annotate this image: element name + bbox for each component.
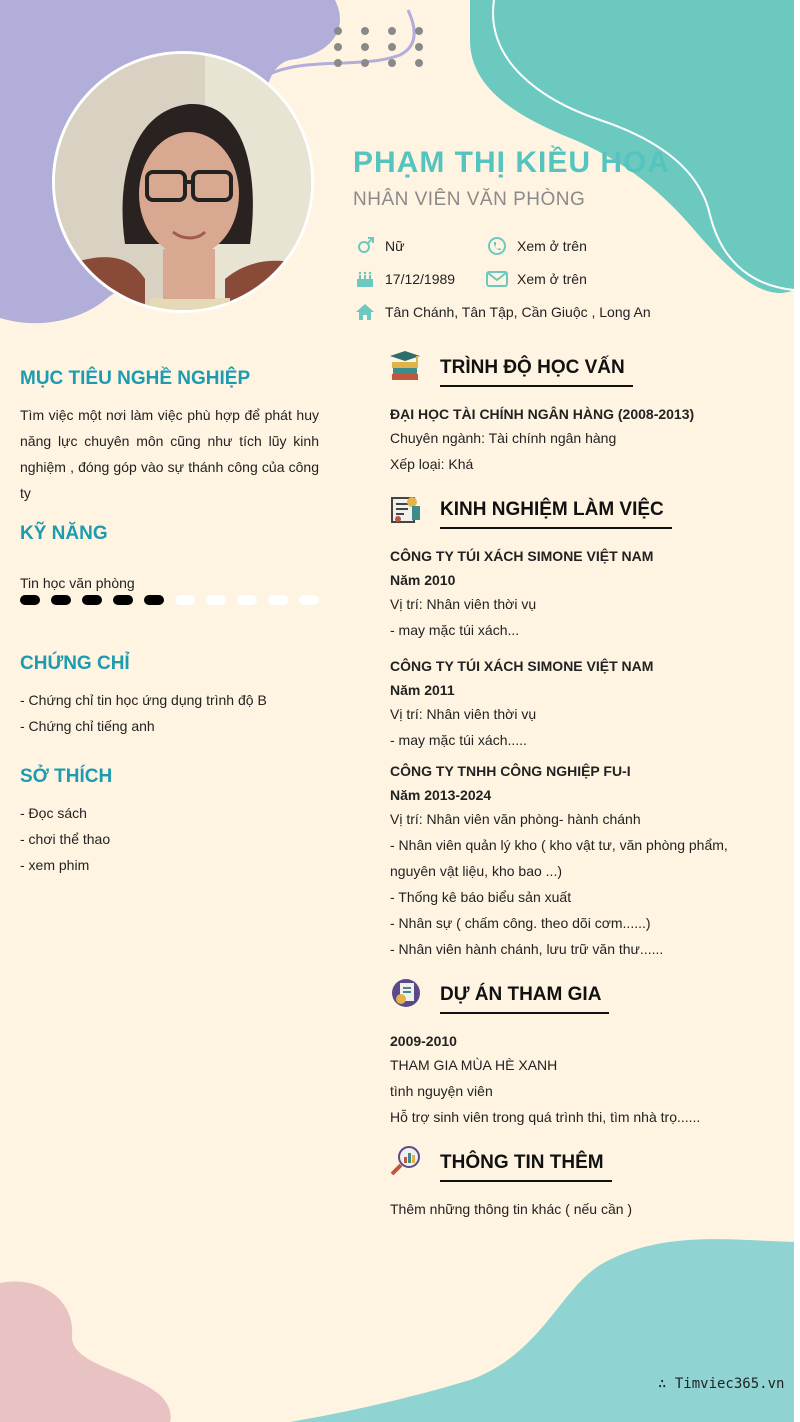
skill-level-dot <box>113 595 133 605</box>
profile-photo <box>52 51 314 313</box>
certificate-item: - Chứng chỉ tin học ứng dụng trình độ B <box>20 692 267 708</box>
email-info <box>486 269 587 289</box>
project-period: 2009-2010 <box>390 1033 457 1049</box>
job-company: CÔNG TY TÚI XÁCH SIMONE VIỆT NAM <box>390 548 654 564</box>
project-name: THAM GIA MÙA HÈ XANH <box>390 1057 558 1073</box>
candidate-position: NHÂN VIÊN VĂN PHÒNG <box>353 189 586 210</box>
skill-level-dot <box>82 595 102 605</box>
home-icon <box>354 302 376 322</box>
birthday-icon <box>354 269 376 289</box>
gender-info <box>354 236 404 256</box>
job-detail: - Nhân sự ( chấm công. theo dõi cơm......) <box>390 915 651 931</box>
skill-level-dot <box>206 595 226 605</box>
additional-heading: THÔNG TIN THÊM <box>440 1152 612 1182</box>
skill-level-dot <box>175 595 195 605</box>
skill-level-dot <box>237 595 257 605</box>
education-heading: TRÌNH ĐỘ HỌC VẤN <box>440 357 633 387</box>
project-role: tình nguyện viên <box>390 1083 493 1099</box>
job-year: Năm 2010 <box>390 572 456 588</box>
email-value: Xem ở trên <box>517 271 587 287</box>
info-icon <box>390 1145 422 1177</box>
education-rank: Xếp loại: Khá <box>390 456 474 472</box>
education-icon <box>390 350 422 382</box>
certificates-heading: CHỨNG CHỈ <box>20 653 130 674</box>
projects-heading: DỰ ÁN THAM GIA <box>440 984 609 1014</box>
hobbies-heading: SỞ THÍCH <box>20 766 113 787</box>
job-detail: - Thống kê báo biểu sản xuất <box>390 889 572 905</box>
objective-text: Tìm việc một nơi làm việc phù hợp để phát huy năng lực chuyên môn cũng như tích lũy kinh nghiệm , đóng góp vào sự thánh công của công ty <box>20 407 319 501</box>
additional-text: Thêm những thông tin khác ( nếu cần ) <box>390 1201 633 1217</box>
phone-icon <box>486 236 508 256</box>
job-role: Vị trí: Nhân viên thời vụ <box>390 706 537 722</box>
certificate-item: - Chứng chỉ tiếng anh <box>20 718 155 734</box>
education-school: ĐẠI HỌC TÀI CHÍNH NGÂN HÀNG (2008-2013) <box>390 406 695 422</box>
job-year: Năm 2011 <box>390 682 455 698</box>
skill-level-dot <box>299 595 319 605</box>
project-description: Hỗ trợ sinh viên trong quá trình thi, tìm nhà trọ...... <box>390 1109 701 1125</box>
skill-name: Tin học văn phòng <box>20 575 135 591</box>
hobby-item: - chơi thể thao <box>20 831 111 847</box>
job-detail: - Nhân viên hành chánh, lưu trữ văn thư...... <box>390 941 664 957</box>
watermark: ∴ Timviec365.vn <box>658 1376 785 1392</box>
candidate-name: PHẠM THỊ KIỀU HOA <box>353 146 670 179</box>
address-info <box>354 302 651 322</box>
phone-value: Xem ở trên <box>517 238 587 254</box>
project-icon <box>390 977 422 1009</box>
skills-heading: KỸ NĂNG <box>20 523 108 544</box>
phone-info <box>486 236 587 256</box>
skill-level-dot <box>268 595 288 605</box>
job-year: Năm 2013-2024 <box>390 787 492 803</box>
birthday-info <box>354 269 455 289</box>
education-major: Chuyên ngành: Tài chính ngân hàng <box>390 430 617 446</box>
hobby-item: - Đọc sách <box>20 805 87 821</box>
skill-level-bar <box>20 595 319 605</box>
hobby-item: - xem phim <box>20 857 90 873</box>
job-detail: - may mặc túi xách..... <box>390 732 527 748</box>
job-company: CÔNG TY TÚI XÁCH SIMONE VIỆT NAM <box>390 658 654 674</box>
job-role: Vị trí: Nhân viên thời vụ <box>390 596 537 612</box>
experience-heading: KINH NGHIỆM LÀM VIỆC <box>440 499 672 529</box>
address-value: Tân Chánh, Tân Tập, Cần Giuộc , Long An <box>385 304 651 320</box>
job-detail: - may mặc túi xách... <box>390 622 520 638</box>
experience-icon <box>390 492 422 524</box>
job-detail: nguyên vật liệu, kho bao ...) <box>390 863 562 879</box>
gender-value: Nữ <box>385 238 405 254</box>
job-detail: - Nhân viên quản lý kho ( kho vật tư, văn phòng phẩm, <box>390 837 728 853</box>
job-role: Vị trí: Nhân viên văn phòng- hành chánh <box>390 811 641 827</box>
email-icon <box>486 269 508 289</box>
objective-heading: MỤC TIÊU NGHỀ NGHIỆP <box>20 368 251 389</box>
birthday-value: 17/12/1989 <box>385 271 456 287</box>
skill-level-dot <box>20 595 40 605</box>
gender-icon <box>354 236 376 256</box>
skill-level-dot <box>144 595 164 605</box>
skill-level-dot <box>51 595 71 605</box>
job-company: CÔNG TY TNHH CÔNG NGHIỆP FU-I <box>390 763 631 779</box>
